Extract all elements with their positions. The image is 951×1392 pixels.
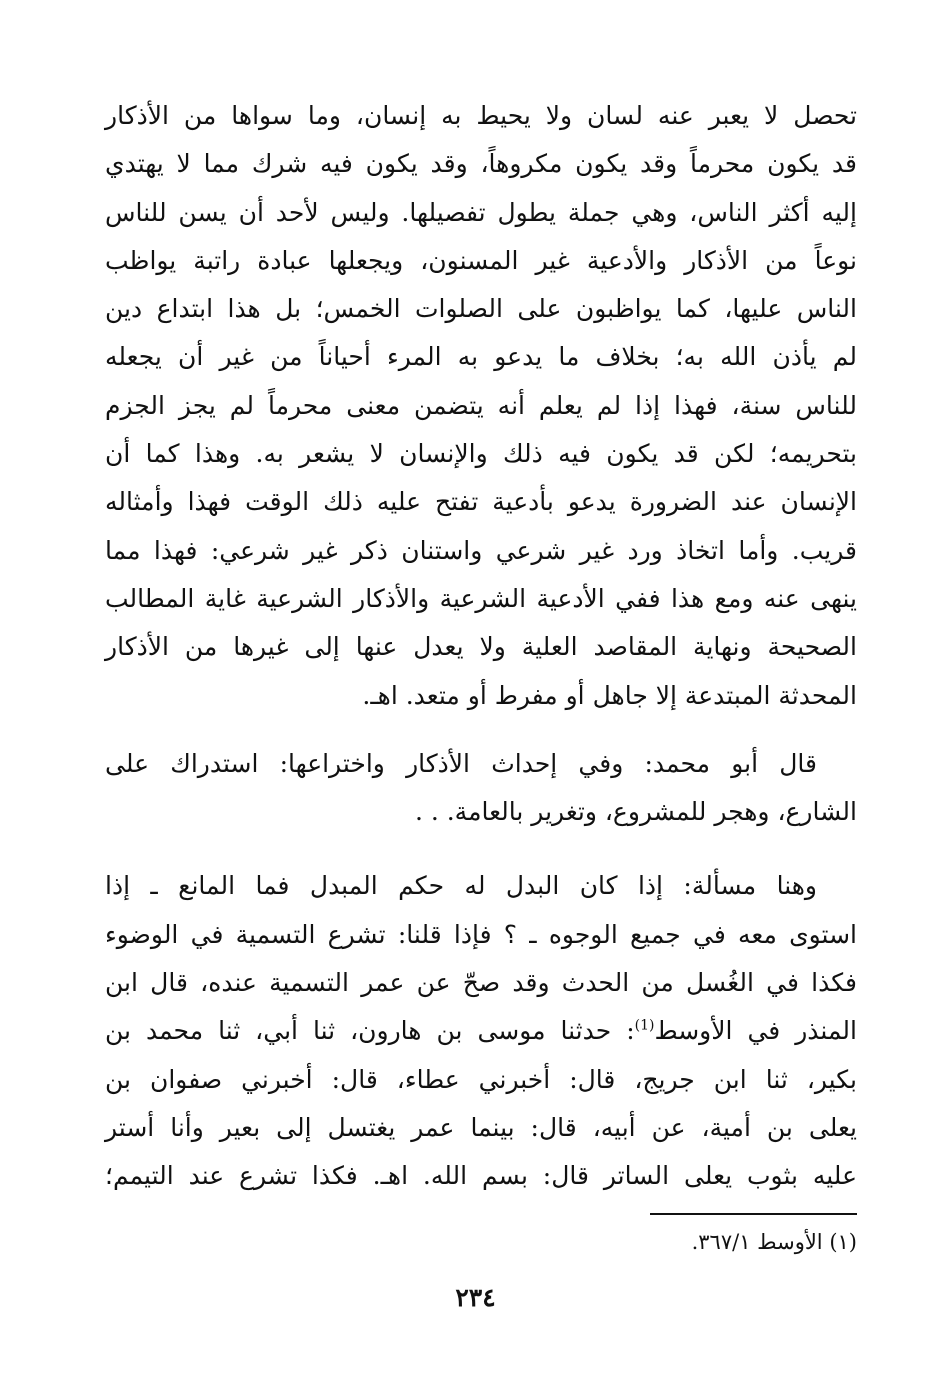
page-number: ٢٣٤ [455, 1283, 496, 1312]
text-line: بكير، ثنا ابن جريج، قال: أخبرني عطاء، قال: أخبرني صفوان بن [105, 1064, 857, 1094]
paragraph-gap [105, 836, 857, 862]
text-line: الصحيحة ونهاية المقاصد العلية ولا يعدل عنها إلى غيرها من الأذكار [105, 632, 857, 662]
text-line: فكذا في الغُسل من الحدث وقد صحّ عن عمر التسمية عنده، قال ابن [105, 968, 857, 998]
text-line: يعلى بن أمية، عن أبيه، قال: بينما عمر يغتسل إلى بعير وأنا أستر [105, 1112, 857, 1142]
paragraph-gap [105, 720, 857, 740]
text-line: نوعاً من الأذكار والأدعية غير المسنون، ويجعلها عبادة راتبة يواظب [105, 245, 857, 275]
text-line: الناس عليها، كما يواظبون على الصلوات الخمس؛ بل هذا ابتداع دين [105, 294, 857, 324]
text-line: قال أبو محمد: وفي إحداث الأذكار واختراعها: استدراك على [105, 748, 817, 778]
text-line: عليه بثوب يعلى الساتر قال: بسم الله. اهـ. فكذا تشرع عند التيمم؛ [105, 1161, 857, 1191]
footnote-reference[interactable]: (1) [634, 1018, 655, 1035]
text-line: قريب. وأما اتخاذ ورد غير شرعي واستنان ذكر غير شرعي: فهذا مما [105, 535, 857, 565]
text-line: قد يكون محرماً وقد يكون مكروهاً، وقد يكون فيه شرك مما لا يهتدي [105, 149, 857, 179]
text-line: ينهى عنه ومع هذا ففي الأدعية الشرعية والأذكار الشرعية غاية المطالب [105, 583, 857, 613]
footnote: (١) الأوسط ٣٦٧/١. [691, 1230, 857, 1254]
footnote-divider [650, 1213, 857, 1215]
text-line: الشارع، وهجر للمشروع، وتغرير بالعامة. . . [414, 797, 857, 827]
page-body [105, 92, 857, 1201]
paragraph-2 [105, 740, 857, 837]
paragraph-3 [105, 862, 857, 1200]
text-segment: : حدثنا موسى بن هارون، ثنا أبي، ثنا محمد بن [105, 1016, 635, 1046]
text-line-with-footnote [105, 1007, 857, 1055]
text-line: استوى معه في جميع الوجوه ـ ؟ فإذا قلنا: تشرع التسمية في الوضوء [105, 919, 857, 949]
text-line: إليه أكثر الناس، وهي جملة يطول تفصيلها. وليس لأحد أن يسن للناس [105, 197, 857, 227]
text-line: بتحريمه؛ لكن قد يكون فيه ذلك والإنسان لا يشعر به. وهذا كما أن [105, 439, 857, 469]
text-line: تحصل لا يعبر عنه لسان ولا يحيط به إنسان، وما سواها من الأذكار [105, 101, 857, 130]
text-line: الإنسان عند الضرورة يدعو بأدعية تفتح عليه ذلك الوقت فهذا وأمثاله [105, 487, 857, 517]
paragraph-1 [105, 92, 857, 720]
text-line: للناس سنة، فهذا إذا لم يعلم أنه يتضمن معنى محرماً لم يجز الجزم [105, 390, 857, 420]
text-segment: المنذر في الأوسط [654, 1016, 857, 1046]
text-line: لم يأذن الله به؛ بخلاف ما يدعو به المرء أحياناً من غير أن يجعله [105, 342, 857, 372]
text-line: وهنا مسألة: إذا كان البدل له حكم المبدل فما المانع ـ إذا [105, 871, 817, 901]
text-line: المحدثة المبتدعة إلا جاهل أو مفرط أو متعد. اهـ. [362, 680, 857, 710]
